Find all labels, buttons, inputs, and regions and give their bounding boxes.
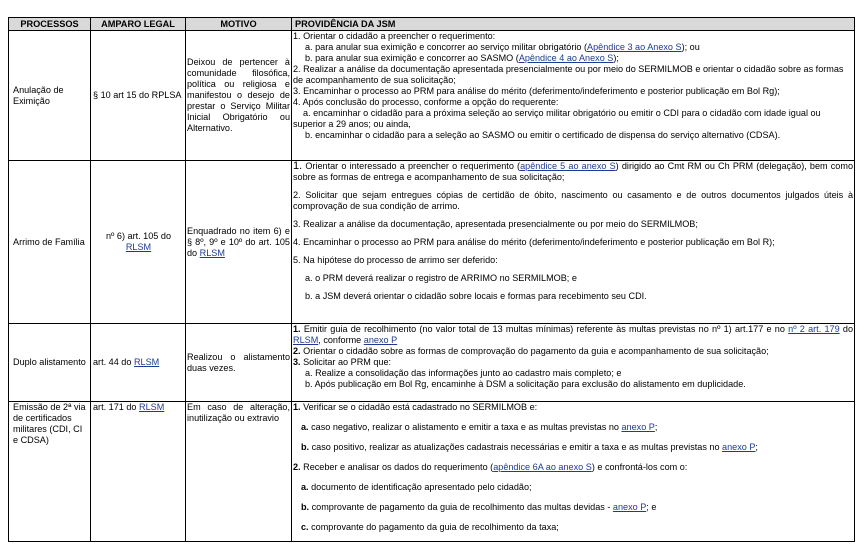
header-row (9, 18, 855, 31)
apendice-3-link[interactable]: Apêndice 3 ao Anexo S (587, 42, 682, 52)
step-text-part: caso negativo, realizar o alistamento e emitir a taxa e as multas previstas no (308, 422, 622, 432)
step-text (293, 422, 853, 433)
step-text (293, 502, 853, 513)
step-text: b. Após publicação em Bol Rg, encaminhe à DSM a solicitação para exclusão do alistamento em duplicidade. (305, 379, 746, 389)
motivo-text: Enquadrado no item 6) e § 8º, 9º e 10º do art. 105 do (187, 225, 290, 258)
step-text-part: ; e (646, 502, 657, 512)
amparo-text: art. 171 do (93, 402, 137, 412)
table-row (9, 161, 855, 324)
step-letter: b. (301, 442, 310, 452)
providencia-cell (292, 31, 855, 161)
apendice-6a-link[interactable]: apêndice 6A ao anexo S (493, 462, 592, 472)
step-text: 3. Encaminhar o processo ao PRM para análise do mérito (deferimento/indeferimento e posterior publicação em Bol Rg); (293, 86, 780, 96)
anexo-p-link[interactable]: anexo P (722, 442, 756, 452)
step-text-part: ); (613, 53, 619, 63)
amparo-cell (91, 161, 186, 324)
step-text: b. encaminhar o cidadão para a seleção ao SASMO ou emitir o certificado de dispensa do serviço alternativo (CDSA). (305, 130, 781, 140)
step-text-part: Receber e analisar os dados do requerimento ( (300, 462, 494, 472)
header-processos: PROCESSOS (9, 18, 91, 31)
step-text (293, 346, 853, 357)
table-container (8, 17, 854, 542)
step-text: 4. Encaminhar o processo ao PRM para análise do mérito (deferimento/indeferimento e posterior publicação em Bol R); (293, 237, 775, 247)
step-text-part: comprovante de pagamento da guia de recolhimento das multas devidas - (309, 502, 613, 512)
table-row (9, 31, 855, 161)
step-text: a. encaminhar o cidadão para a próxima seleção ao serviço militar obrigatório ou emitir o CDI para o cidadão com idade igual ou superior a 29 anos; ou ainda, (293, 108, 821, 129)
step-text-part: ) e confrontá-los com o: (591, 462, 688, 472)
anexo-p-link[interactable]: anexo P (612, 502, 647, 512)
header-amparo-legal: AMPARO LEGAL (91, 18, 186, 31)
step-text (293, 462, 853, 473)
step-text-part: documento de identificação apresentado pelo cidadão; (308, 482, 532, 492)
motivo-cell (186, 161, 292, 324)
amparo-cell: § 10 art 15 do RPLSA (91, 31, 186, 161)
step-text-part: comprovante do pagamento da guia de recolhimento da taxa; (308, 522, 559, 532)
step-text: 5. Na hipótese do processo de arrimo ser deferido: (293, 255, 498, 265)
table-row (9, 324, 855, 402)
header-motivo: MOTIVO (186, 18, 292, 31)
rlsm-link[interactable]: RLSM (133, 357, 160, 367)
rlsm-link[interactable]: RLSM (293, 335, 319, 345)
step-text-part: ); ou (681, 42, 700, 52)
step-text: 3. Realizar a análise da documentação, apresentada presencialmente ou por meio do SERMILMOB; (293, 219, 698, 229)
step-number: 3. (293, 357, 301, 367)
anexo-p-link[interactable]: anexo P (621, 422, 655, 432)
step-text (293, 324, 853, 346)
processo-cell: Anulação de Eximição (9, 31, 91, 161)
step-number: 1. (293, 402, 301, 412)
step-text-part: do (839, 324, 853, 334)
amparo-cell (91, 402, 186, 542)
step-text (293, 42, 853, 53)
rlsm-link[interactable]: RLSM (125, 242, 152, 252)
step-text-part: ) dirigido ao Cmt RM ou Ch PRM (delegação), bem como sobre as formas de entrega e acompanhamento de sua solicitação; (293, 161, 853, 182)
amparo-cell (91, 324, 186, 402)
providencia-cell (292, 402, 855, 542)
step-text-part: caso positivo, realizar as atualizações cadastrais necessárias e emitir a taxa e as multas previstas no (309, 442, 723, 452)
processo-cell: Duplo alistamento (9, 324, 91, 402)
jsm-processes-table (8, 17, 855, 542)
apendice-4-link[interactable]: Apêndice 4 ao Anexo S (518, 53, 614, 63)
step-text: b. a JSM deverá orientar o cidadão sobre locais e formas para recebimento seu CDI. (305, 291, 647, 301)
step-text: a. Realize a consolidação das informações junto ao cadastro mais completo; e (305, 368, 622, 378)
amparo-text: art. 44 do (93, 357, 132, 367)
providencia-cell (292, 324, 855, 402)
step-text-part: ; (654, 422, 658, 432)
step-text-part: ; (755, 442, 758, 452)
rlsm-art179-link[interactable]: nº 2 art. 179 (788, 324, 840, 334)
processo-cell: Arrimo de Família (9, 161, 91, 324)
step-text (293, 522, 853, 533)
step-text-part: Emitir guia de recolhimento (no valor total de 13 multas mínimas) referente às multas previstas no nº 1) art.177 e no (300, 324, 789, 334)
anexo-p-link[interactable]: anexo P (363, 335, 398, 345)
step-text-part: a. para anular sua eximição e concorrer ao serviço militar obrigatório ( (305, 42, 588, 52)
rlsm-link[interactable]: RLSM (199, 247, 225, 258)
step-text-part: , conforme (318, 335, 364, 345)
motivo-cell: Em caso de alteração, inutilização ou extravio (186, 402, 292, 542)
step-letter: b. (301, 502, 310, 512)
step-text-part: Solicitar ao PRM que: (300, 357, 392, 367)
rlsm-link[interactable]: RLSM (139, 402, 165, 412)
step-letter: c. (301, 522, 309, 532)
step-number: 1. (293, 160, 303, 172)
processo-cell: Emissão de 2ª via de certificados militares (CDI, CI e CDSA) (9, 402, 91, 542)
step-number: 2. (293, 462, 301, 472)
apendice-5-link[interactable]: apêndice 5 ao anexo S (520, 161, 616, 171)
step-number: 1. (293, 324, 301, 334)
step-text-part: Orientar o cidadão sobre as formas de comprovação do pagamento da guia e acompanhamento de sua solicitação; (300, 346, 769, 356)
providencia-cell (292, 161, 855, 324)
step-text: 2. Realizar a análise da documentação apresentada presencialmente ou por meio do SERMILMOB e orientar o cidadão sobre as formas de acompanhamento de sua solicitação; (293, 64, 844, 85)
motivo-cell: Realizou o alistamento duas vezes. (186, 324, 292, 402)
amparo-text: nº 6) art. 105 do (106, 231, 171, 241)
step-text (293, 482, 853, 493)
step-text (293, 357, 853, 368)
step-text (293, 442, 853, 453)
step-letter: a. (301, 422, 309, 432)
step-text: 4. Após conclusão do processo, conforme a opção do requerente: (293, 97, 559, 107)
step-text-part: Verificar se o cidadão está cadastrado no SERMILMOB e: (300, 402, 538, 412)
step-text-part: Orientar o interessado a preencher o requerimento ( (302, 161, 521, 171)
step-number: 2. (293, 346, 301, 356)
header-providencia: PROVIDÊNCIA DA JSM (292, 18, 855, 31)
step-text (293, 53, 853, 64)
motivo-cell: Deixou de pertencer à comunidade filosófica, política ou religiosa e manifestou o desejo de prestar o Serviço Militar Inicial Obrigatório ou Alternativo. (186, 31, 292, 161)
step-text: 2. Solicitar que sejam entregues cópias de certidão de óbito, nascimento ou casamento e de outros documentos julgados úteis à comprovação de sua condição de arrimo. (293, 190, 853, 211)
step-text (293, 161, 853, 183)
step-text: 1. Orientar o cidadão a preencher o requerimento: (293, 31, 496, 41)
step-text: a. o PRM deverá realizar o registro de ARRIMO no SERMILMOB; e (305, 273, 577, 283)
step-text-part: b. para anular sua eximição e concorrer ao SASMO ( (305, 53, 519, 63)
step-text (293, 402, 853, 413)
step-letter: a. (301, 482, 309, 492)
table-row (9, 402, 855, 542)
